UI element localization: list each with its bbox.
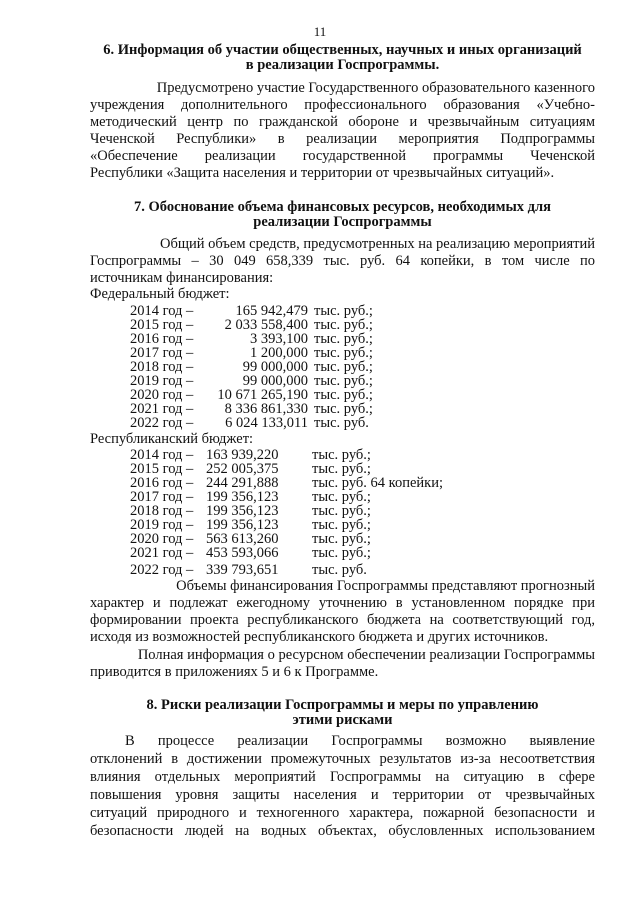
federal-row (130, 374, 373, 388)
federal-budget-table (130, 304, 373, 430)
year: 2017 год – (130, 489, 194, 505)
section7-title (90, 200, 595, 230)
federal-row (130, 402, 373, 416)
republic-row (130, 490, 443, 504)
year: 2017 год – (130, 345, 194, 361)
unit: тыс. руб.; (312, 517, 371, 533)
unit: тыс. руб.; (314, 345, 373, 361)
forecast-line: характер и подлежат ежегодному уточнению в установленном порядке при (90, 595, 595, 611)
section6-title-line1: 6. Информация об участии общественных, научных и иных организаций (103, 42, 582, 58)
section8-line: В процессе реализации Госпрограммы возможно выявление (125, 733, 595, 749)
year: 2015 год – (130, 461, 194, 477)
year: 2016 год – (130, 475, 194, 491)
info-line: приводится в приложениях 5 и 6 к Программе. (90, 664, 379, 680)
year: 2016 год – (130, 331, 194, 347)
amount: 99 000,000 (242, 373, 308, 389)
year: 2021 год – (130, 545, 194, 561)
year: 2018 год – (130, 359, 194, 375)
republic-row (130, 462, 443, 476)
amount: 244 291,888 (206, 475, 279, 491)
amount: 163 939,220 (206, 447, 279, 463)
section6-line: учреждения дополнительного профессионального образования «Учебно- (90, 97, 595, 113)
section8-paragraph (90, 732, 595, 840)
intro-line: источникам финансирования: (90, 270, 274, 286)
section8-title-line1: 8. Риски реализации Госпрограммы и меры по управлению (146, 697, 539, 713)
section6-title-line2: в реализации Госпрограммы. (245, 57, 440, 73)
amount: 2 033 558,400 (224, 317, 308, 333)
year: 2021 год – (130, 401, 194, 417)
unit: тыс. руб.; (314, 359, 373, 375)
republic-row (130, 546, 443, 560)
amount: 199 356,123 (206, 503, 279, 519)
amount: 1 200,000 (250, 345, 308, 361)
federal-row (130, 388, 373, 402)
section6-line: Республики «Защита населения и территории от чрезвычайных ситуаций». (90, 165, 555, 181)
year: 2022 год – (130, 415, 194, 431)
unit: тыс. руб.; (312, 531, 371, 547)
unit: тыс. руб. (312, 562, 367, 578)
unit: тыс. руб.; (312, 489, 371, 505)
federal-budget-label: Федеральный бюджет: (90, 286, 230, 302)
year: 2014 год – (130, 303, 194, 319)
unit: тыс. руб.; (314, 387, 373, 403)
republic-budget-label: Республиканский бюджет: (90, 431, 254, 447)
section6-line: Чеченской Республики» в реализации мероприятия Подпрограммы (90, 131, 595, 147)
republic-row (130, 476, 443, 490)
section8-line: безопасности людей на водных объектах, обусловленных использованием (90, 823, 595, 839)
forecast-line: Объемы финансирования Госпрограммы представляют прогнозный (176, 578, 595, 594)
section6-title (90, 43, 595, 73)
section8-title (90, 698, 595, 728)
federal-row (130, 346, 373, 360)
year: 2014 год – (130, 447, 194, 463)
amount: 10 671 265,190 (217, 387, 308, 403)
federal-row (130, 318, 373, 332)
section7-title-line2: реализации Госпрограммы (253, 214, 432, 230)
unit: тыс. руб. (314, 415, 369, 431)
amount: 8 336 861,330 (224, 401, 308, 417)
unit: тыс. руб.; (312, 503, 371, 519)
federal-row (130, 360, 373, 374)
section8-line: влияния отдельных мероприятий Госпрограммы на ситуацию в сфере (90, 769, 595, 785)
year: 2018 год – (130, 503, 194, 519)
republic-row (130, 563, 443, 577)
federal-row (130, 304, 373, 318)
year: 2015 год – (130, 317, 194, 333)
amount: 339 793,651 (206, 562, 279, 578)
republic-row (130, 504, 443, 518)
amount: 453 593,066 (206, 545, 279, 561)
forecast-line: формировании проекта республиканского бюджета на соответствующий год, (90, 612, 595, 628)
amount: 3 393,100 (250, 331, 308, 347)
forecast-line: исходя из возможностей республиканского бюджета и других источников. (90, 629, 549, 645)
year: 2022 год – (130, 562, 194, 578)
amount: 252 005,375 (206, 461, 279, 477)
unit: тыс. руб. 64 копейки; (312, 475, 443, 491)
republic-row (130, 532, 443, 546)
intro-line: Общий объем средств, предусмотренных на реализацию мероприятий (159, 236, 595, 252)
federal-row (130, 416, 373, 430)
year: 2019 год – (130, 517, 194, 533)
year: 2020 год – (130, 387, 194, 403)
unit: тыс. руб.; (312, 461, 371, 477)
amount: 199 356,123 (206, 489, 279, 505)
republic-budget-table (130, 448, 443, 577)
unit: тыс. руб.; (312, 447, 371, 463)
section8-title-line2: этими рисками (292, 712, 393, 728)
forecast-paragraph (90, 578, 595, 646)
unit: тыс. руб.; (314, 373, 373, 389)
year: 2019 год – (130, 373, 194, 389)
year: 2020 год – (130, 531, 194, 547)
section8-line: повышения уровня защиты населения и территории от чрезвычайных (90, 787, 595, 803)
section6-paragraph (90, 80, 595, 182)
amount: 165 942,479 (235, 303, 308, 319)
amount: 199 356,123 (206, 517, 279, 533)
section7-intro (90, 236, 595, 287)
section8-line: ситуаций природного и техногенного характера, пожарной безопасности и (90, 805, 595, 821)
info-line: Полная информация о ресурсном обеспечении реализации Госпрограммы (137, 647, 595, 663)
section6-line: «Обеспечение реализации государственной программы Чеченской (90, 148, 595, 164)
amount: 99 000,000 (242, 359, 308, 375)
unit: тыс. руб.; (314, 401, 373, 417)
section8-line: отклонений в достижении промежуточных результатов из-за несоответствия (90, 751, 595, 767)
unit: тыс. руб.; (314, 331, 373, 347)
unit: тыс. руб.; (314, 317, 373, 333)
section6-line: методический центр по гражданской обороне и чрезвычайным ситуациям (90, 114, 595, 130)
federal-row (130, 332, 373, 346)
section6-line: Предусмотрено участие Государственного образовательного казенного (156, 80, 595, 96)
unit: тыс. руб.; (314, 303, 373, 319)
section7-title-line1: 7. Обоснование объема финансовых ресурсов, необходимых для (134, 199, 551, 215)
intro-line: Госпрограммы – 30 049 658,339 тыс. руб. 64 копейки, в том числе по (90, 253, 595, 269)
unit: тыс. руб.; (312, 545, 371, 561)
republic-row (130, 518, 443, 532)
republic-row (130, 448, 443, 462)
amount: 6 024 133,011 (225, 415, 308, 431)
page-number: 11 (313, 24, 327, 39)
amount: 563 613,260 (206, 531, 279, 547)
info-paragraph (90, 647, 595, 681)
